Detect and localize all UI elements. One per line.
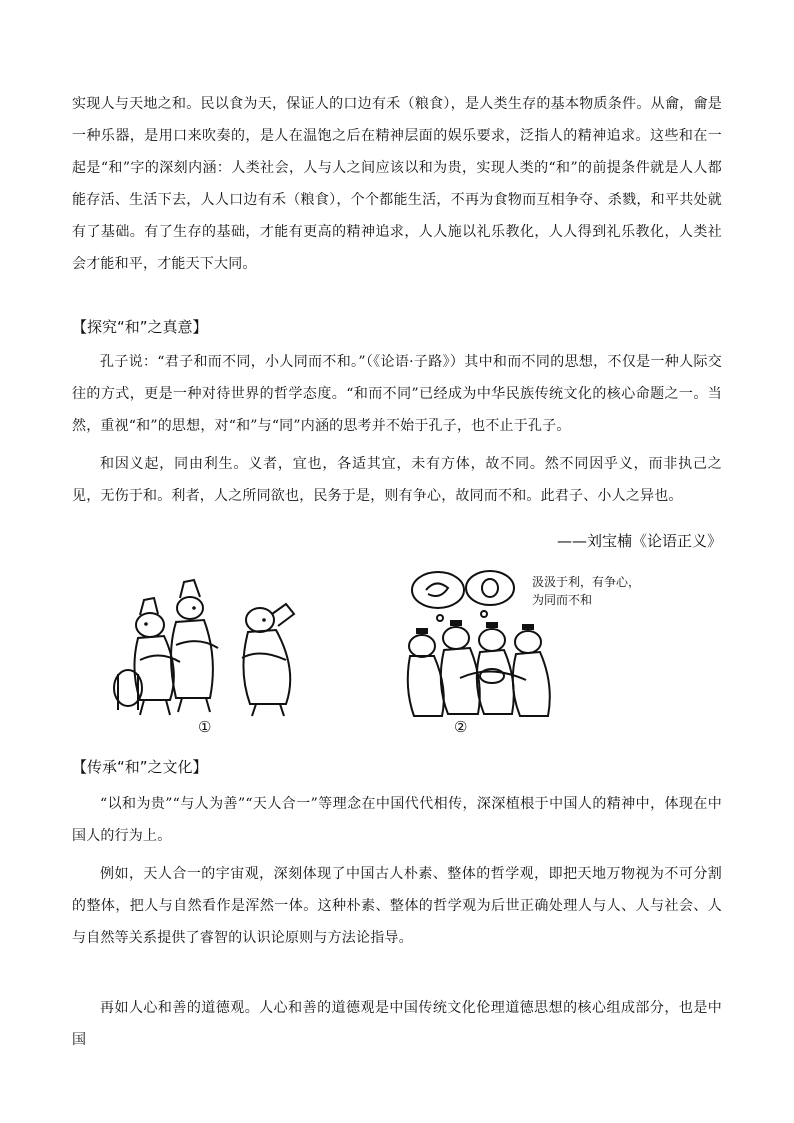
figure-1-drawing — [110, 570, 350, 720]
citation-liu-baonan: ——刘宝楠《论语正义》 — [556, 532, 722, 550]
figure-2-number: ② — [454, 718, 468, 736]
paragraph-heaven-human-unity: 例如，天人合一的宇宙观，深刻体现了中国古人朴素、整体的哲学观，即把天地万物视为不可分割的整体，把人与自然看作是浑然一体。这种朴素、整体的哲学观为后世正确处理人与人、人与社会、人与自然等关系提供了睿智的认识论原则与方法论指导。 — [72, 866, 722, 946]
figure-1-number: ① — [198, 718, 212, 736]
figure-2-caption-line1: 汲汲于利，有争心， — [532, 575, 641, 589]
figure-2-caption-line2: 为同而不和 — [532, 593, 593, 607]
section-heading-explore: 【探究“和”之真意】 — [72, 318, 208, 336]
paragraph-yi-li: 和因义起，同由利生。义者，宜也，各适其宜，未有方体，故不同。然不同因乎义，而非执己之见，无伤于和。利者，人之所同欲也，民务于是，则有争心，故同而不和。此君子、小人之异也。 — [72, 456, 722, 504]
paragraph-confucius-quote: 孔子说：“君子和而不同，小人同而不和。”（《论语·子路》）其中和而不同的思想，不仅是一种人际交往的方式，更是一种对待世界的哲学态度。“和而不同”已经成为中华民族传统文化的核心命题之一。当然，重视“和”的思想，对“和”与“同”内涵的思考并不始于孔子，也不止于孔子。 — [72, 354, 722, 434]
illustration-discord-figures — [400, 568, 660, 723]
paragraph-moral-view: 再如人心和善的道德观。人心和善的道德观是中国传统文化伦理道德思想的核心组成部分，也是中国 — [72, 1000, 722, 1048]
paragraph-harmony-ideas: “以和为贵”“与人为善”“天人合一”等理念在中国代代相传，深深植根于中国人的精神中，体现在中国人的行为上。 — [72, 796, 722, 844]
section-heading-inherit: 【传承“和”之文化】 — [72, 758, 208, 776]
figure-2-drawing — [400, 568, 660, 723]
illustration-harmony-figures — [110, 570, 350, 720]
paragraph-harmony-meaning: 实现人与天地之和。民以食为天，保证人的口边有禾（粮食），是人类生存的基本物质条件。从龠，龠是一种乐器，是用口来吹奏的，是人在温饱之后在精神层面的娱乐要求，泛指人的精神追求。这些和在一起是“和”字的深刻内涵：人类社会，人与人之间应该以和为贵，实现人类的“和”的前提条件就是人人都能存活、生活下去，人人口边有禾（粮食），个个都能生活，不再为食物而互相争夺、杀戮，和平共处就有了基础。有了生存的基础，才能有更高的精神追求，人人施以礼乐教化，人人得到礼乐教化，人类社会才能和平，才能天下大同。 — [72, 96, 722, 272]
